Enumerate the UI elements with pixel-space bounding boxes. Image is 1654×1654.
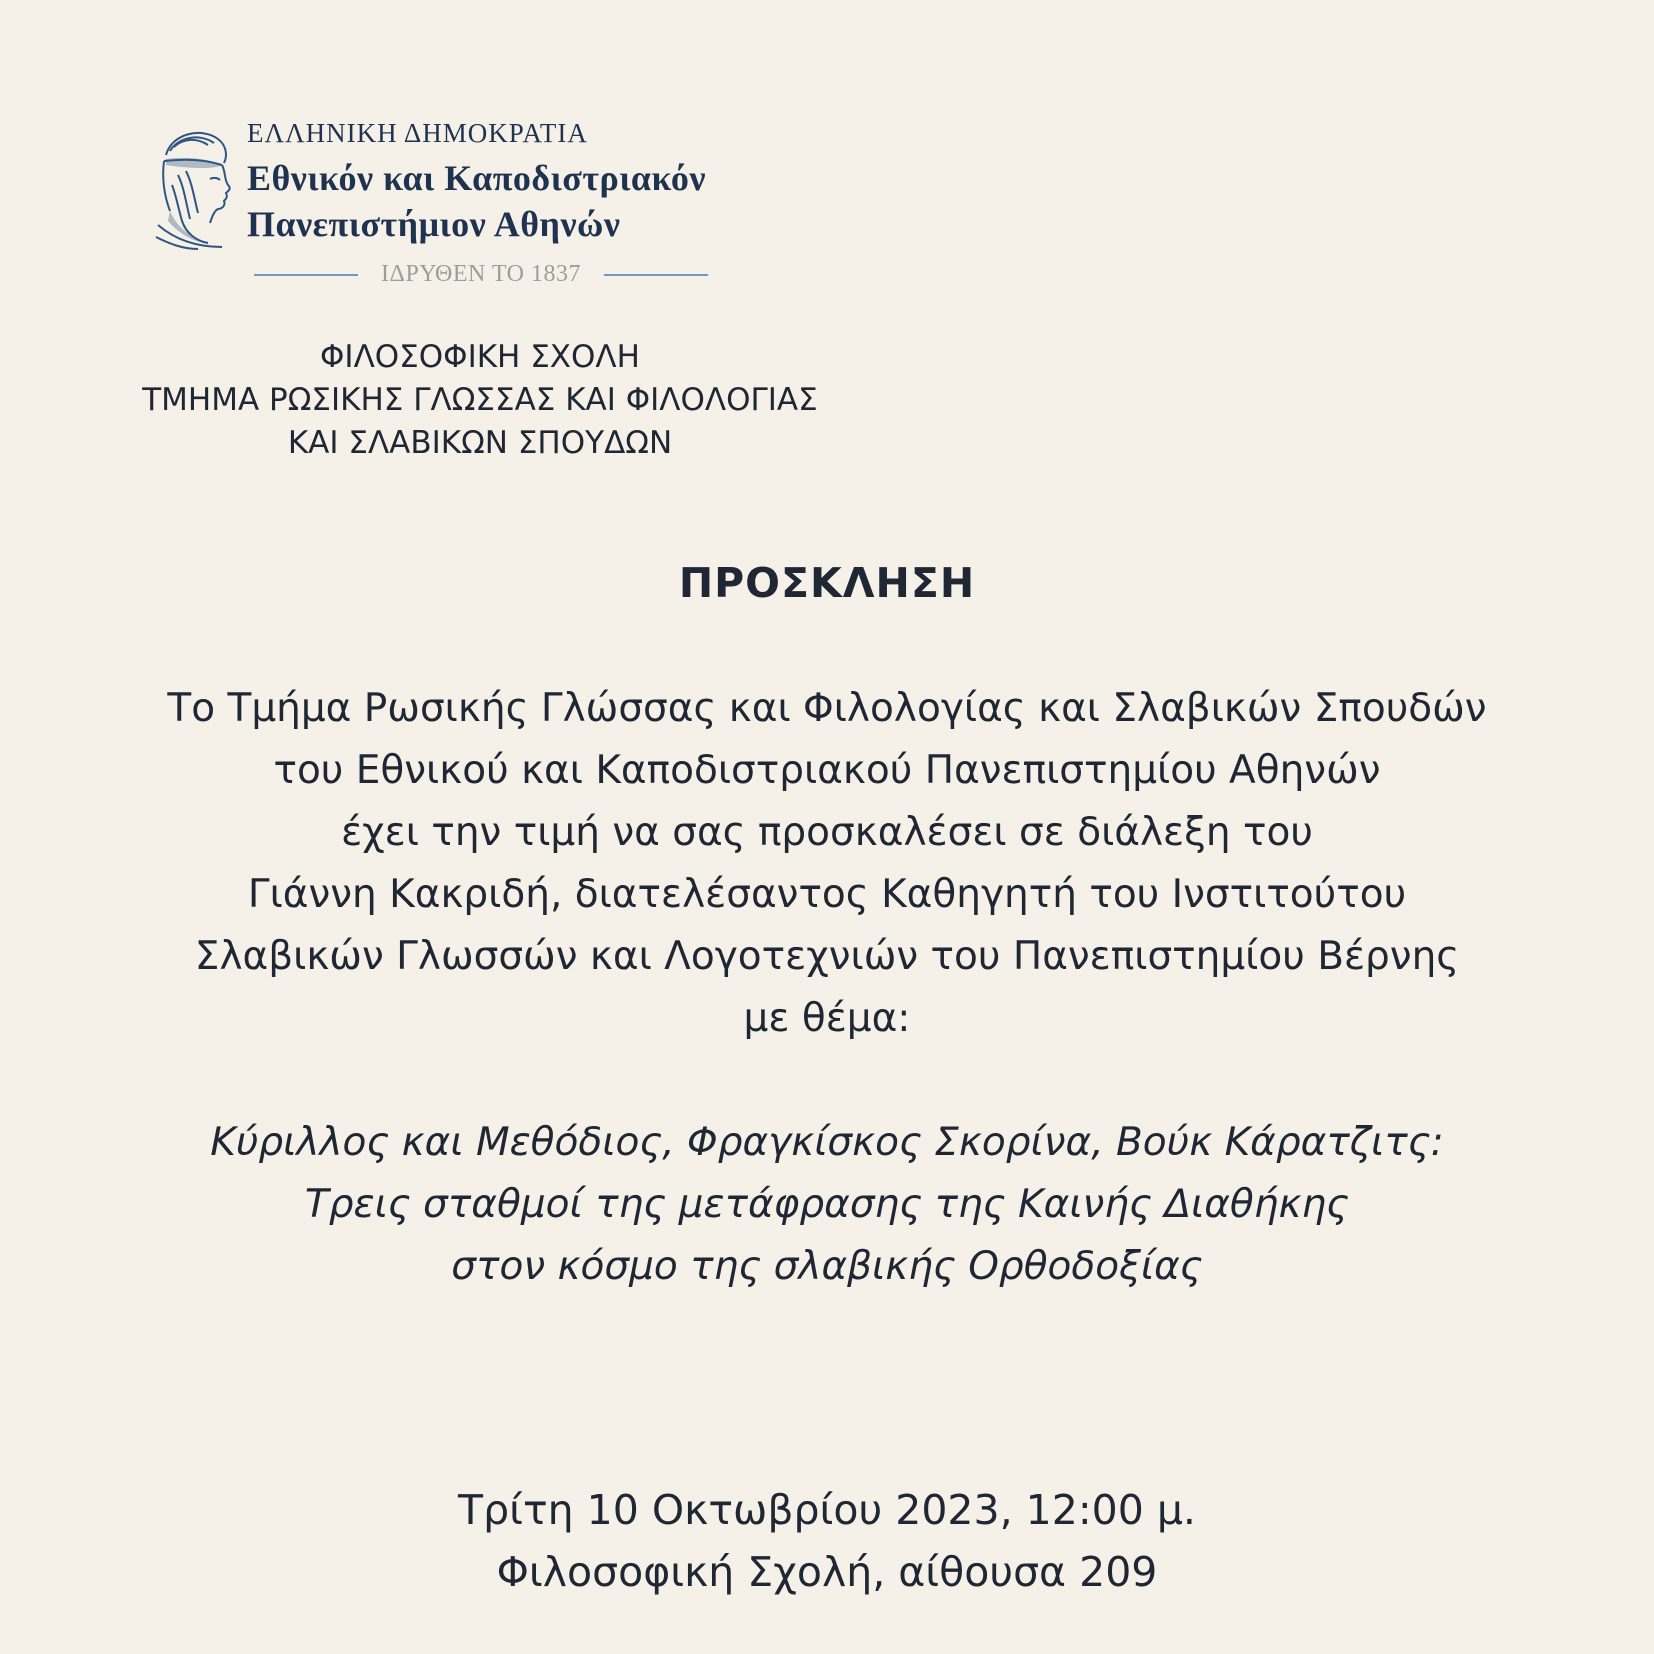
body-line: Σλαβικών Γλωσσών και Λογοτεχνιών του Πανεπιστημίου Βέρνης	[194, 934, 1460, 979]
republic-label: ΕΛΛΗΝΙΚΗ ΔΗΜΟΚΡΑΤΙΑ	[247, 118, 588, 148]
lecture-topic	[40, 1112, 1614, 1298]
invitation-body	[40, 678, 1614, 1050]
topic-line: Τρεις σταθμοί της μετάφρασης της Καινής Διαθήκης	[304, 1182, 1350, 1227]
event-details	[40, 1479, 1614, 1603]
university-name-line2: Πανεπιστήμιον Αθηνών	[247, 204, 621, 244]
department-line: ΤΜΗΜΑ ΡΩΣΙΚΗΣ ΓΛΩΣΣΑΣ ΚΑΙ ΦΙΛΟΛΟΓΙΑΣ	[142, 382, 818, 418]
body-line: Γιάννη Κακριδή, διατελέσαντος Καθηγητή του Ινστιτούτου	[247, 872, 1407, 917]
athena-crest-icon	[152, 125, 234, 250]
university-logo	[150, 115, 850, 290]
event-venue: Φιλοσοφική Σχολή, αίθουσα 209	[496, 1548, 1158, 1596]
department-line-continued: ΚΑΙ ΣΛΑΒΙΚΩΝ ΣΠΟΥΔΩΝ	[287, 425, 673, 461]
body-line: έχει την τιμή να σας προσκαλέσει σε διάλεξη του	[341, 810, 1313, 855]
body-line: του Εθνικού και Καποδιστριακού Πανεπιστημίου Αθηνών	[273, 748, 1381, 793]
founded-row	[254, 261, 708, 291]
founded-label: ΙΔΡΥΘΕΝ ΤΟ 1837	[381, 261, 581, 287]
founded-rule-right	[604, 274, 708, 276]
faculty-line: ΦΙΛΟΣΟΦΙΚΗ ΣΧΟΛΗ	[320, 339, 640, 375]
topic-line: στον κόσμο της σλαβικής Ορθοδοξίας	[451, 1244, 1203, 1289]
invitation-title: ΠΡΟΣΚΛΗΣΗ	[678, 559, 976, 607]
event-date-time: Τρίτη 10 Οκτωβρίου 2023, 12:00 μ.	[458, 1486, 1196, 1534]
body-line: με θέμα:	[743, 996, 911, 1041]
faculty-heading	[100, 336, 860, 465]
body-line: Το Τμήμα Ρωσικής Γλώσσας και Φιλολογίας και Σλαβικών Σπουδών	[167, 686, 1487, 731]
topic-line: Κύριλλος και Μεθόδιος, Φραγκίσκος Σκορίνα, Βούκ Κάρατζιτς:	[210, 1120, 1444, 1165]
university-name-line1: Εθνικόν και Καποδιστριακόν	[247, 158, 706, 198]
